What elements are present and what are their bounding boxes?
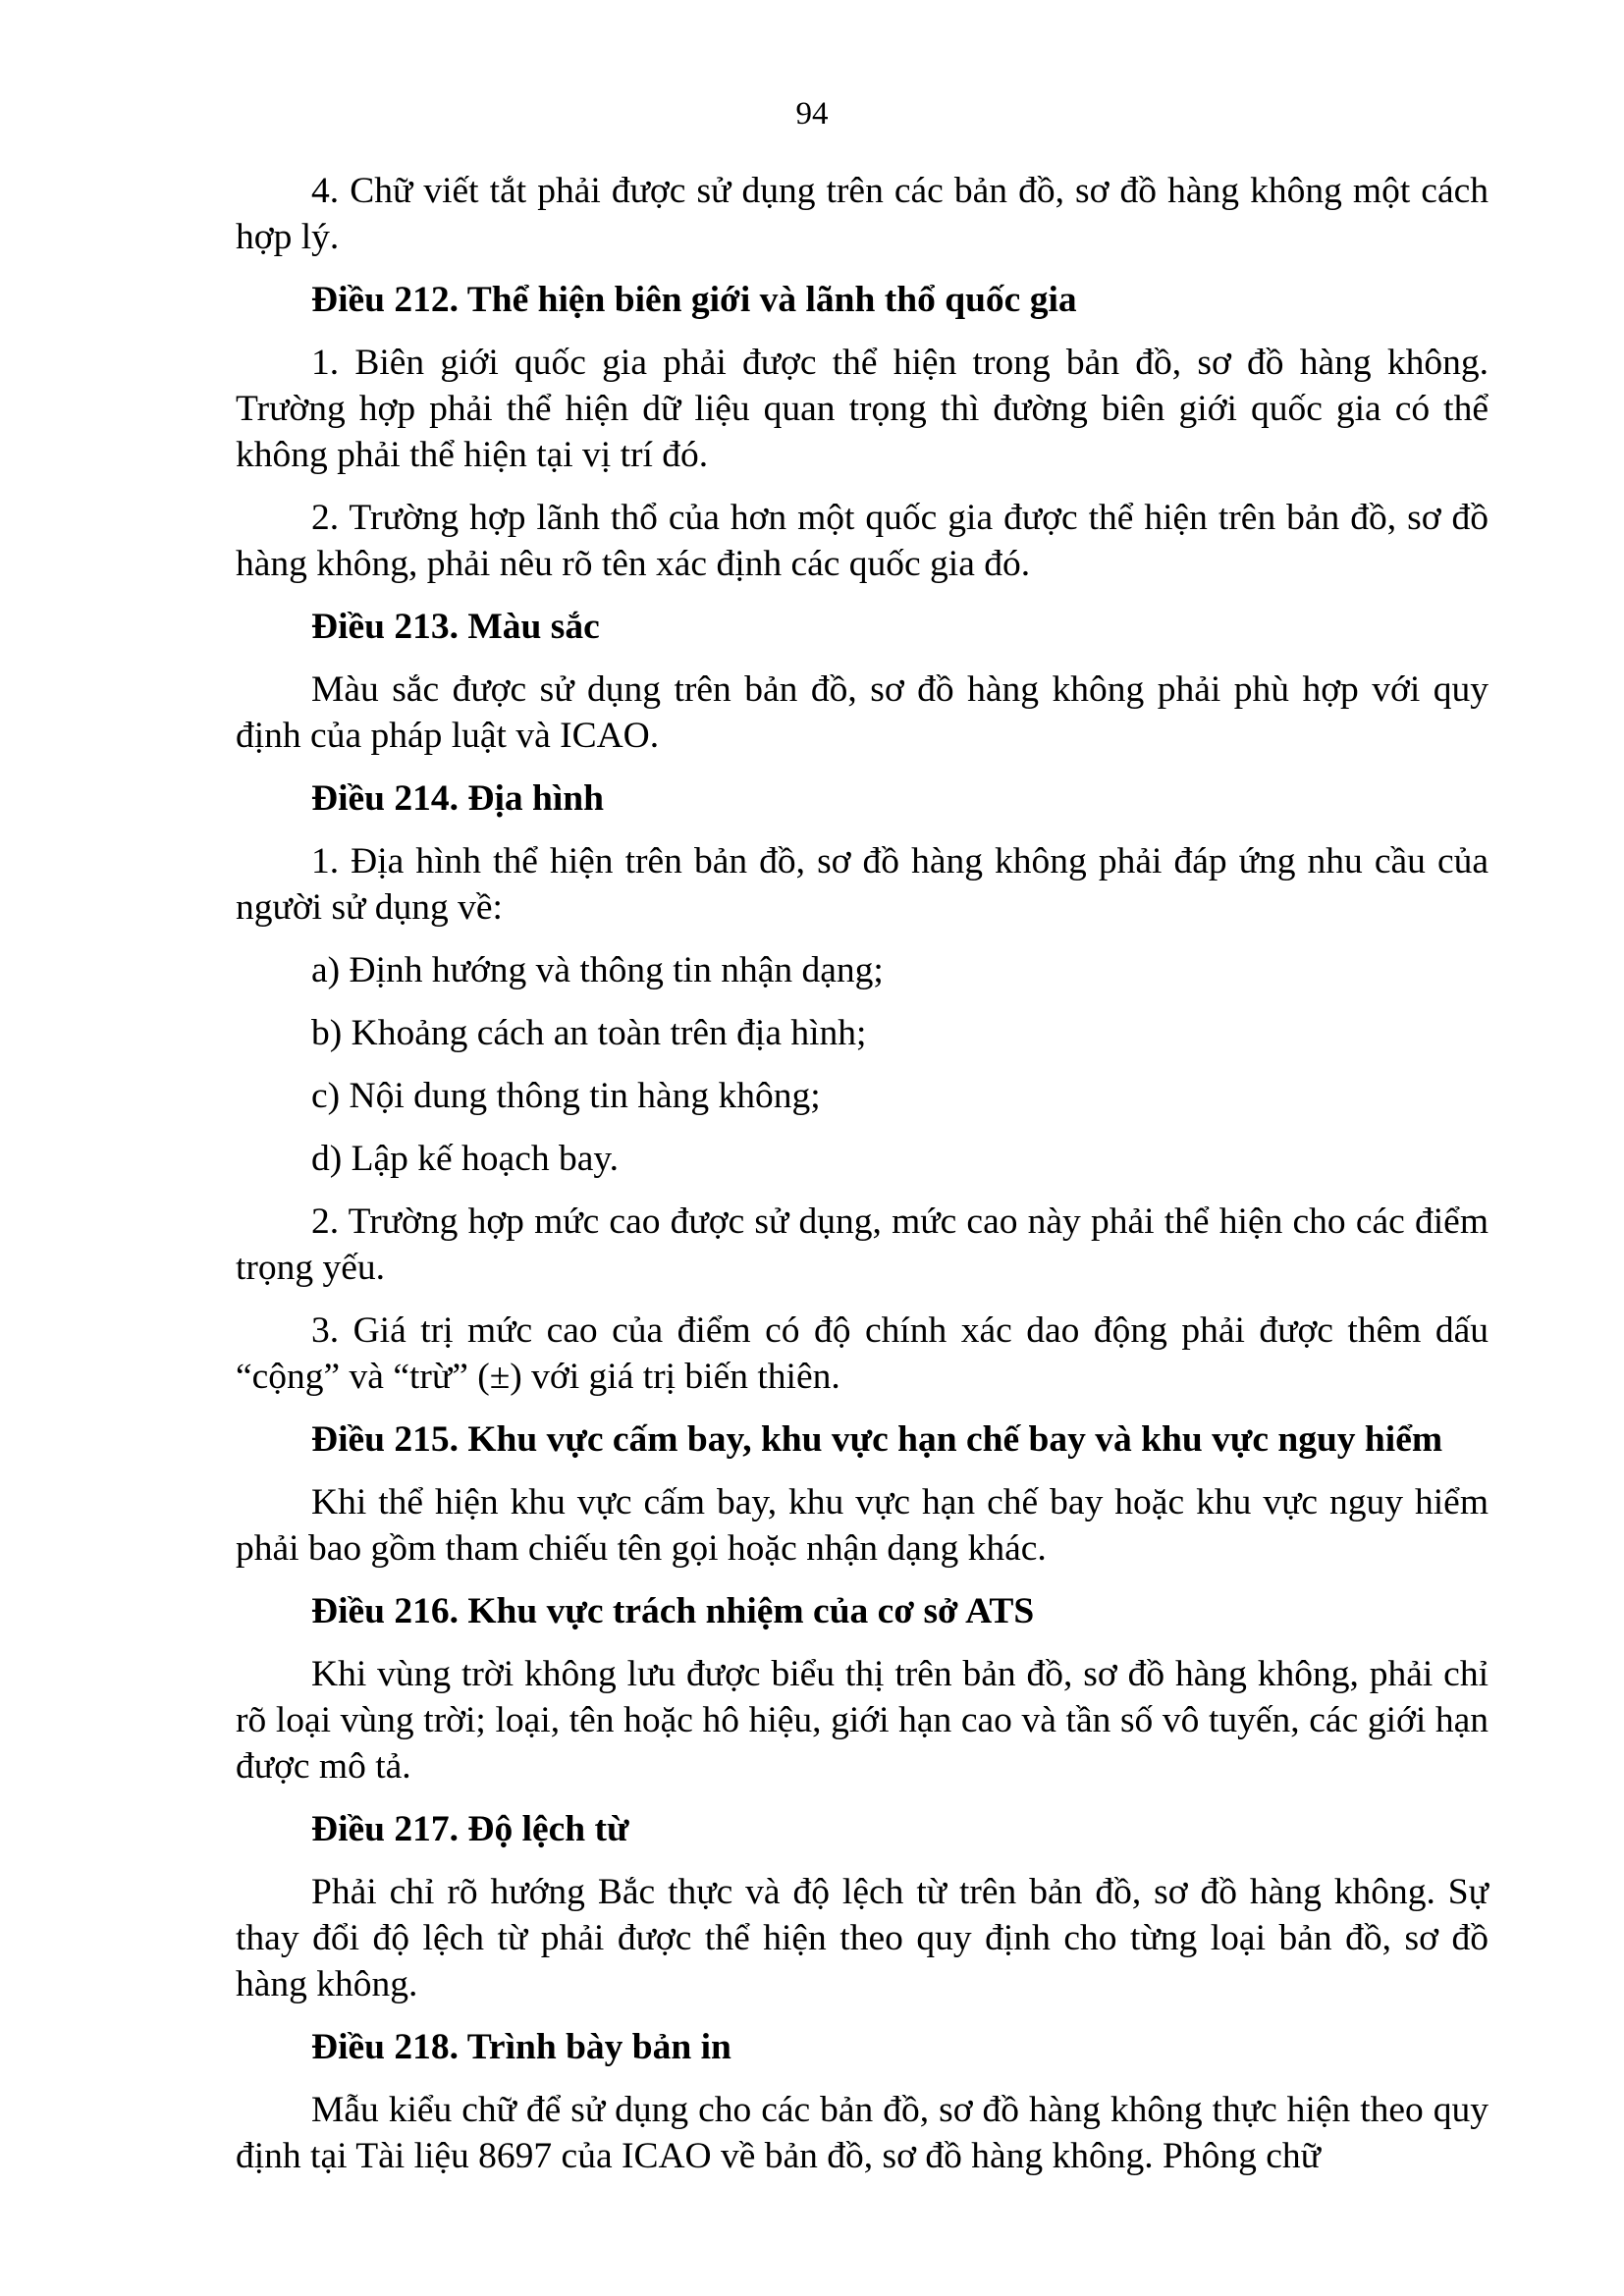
article-heading-212: Điều 212. Thể hiện biên giới và lãnh thổ quốc gia	[311, 280, 1077, 320]
list-item: a) Định hướng và thông tin nhận dạng;	[311, 950, 884, 990]
article-heading-216: Điều 216. Khu vực trách nhiệm của cơ sở ATS	[311, 1591, 1035, 1631]
paragraph: Khi vùng trời không lưu được biểu thị trên bản đồ, sơ đồ hàng không, phải chỉ rõ loại vùng trời; loại, tên hoặc hô hiệu, giới hạn cao và tần số vô tuyến, các giới hạn được mô tả.	[236, 1654, 1489, 1787]
paragraph: Màu sắc được sử dụng trên bản đồ, sơ đồ hàng không phải phù hợp với quy định của pháp luật và ICAO.	[236, 669, 1489, 756]
paragraph: Mẫu kiểu chữ để sử dụng cho các bản đồ, sơ đồ hàng không thực hiện theo quy định tại Tài liệu 8697 của ICAO về bản đồ, sơ đồ hàng không. Phông chữ	[236, 2090, 1489, 2176]
article-heading-213: Điều 213. Màu sắc	[311, 607, 600, 647]
paragraph: Khi thể hiện khu vực cấm bay, khu vực hạn chế bay hoặc khu vực nguy hiểm phải bao gồm tham chiếu tên gọi hoặc nhận dạng khác.	[236, 1482, 1489, 1569]
paragraph: 4. Chữ viết tắt phải được sử dụng trên các bản đồ, sơ đồ hàng không một cách hợp lý.	[236, 171, 1489, 257]
article-heading-214: Điều 214. Địa hình	[311, 778, 604, 819]
paragraph: 2. Trường hợp lãnh thổ của hơn một quốc gia được thể hiện trên bản đồ, sơ đồ hàng không, phải nêu rõ tên xác định các quốc gia đó.	[236, 498, 1489, 584]
article-heading-215: Điều 215. Khu vực cấm bay, khu vực hạn chế bay và khu vực nguy hiểm	[311, 1419, 1443, 1460]
page-number: 94	[795, 96, 829, 132]
paragraph: 1. Biên giới quốc gia phải được thể hiện trong bản đồ, sơ đồ hàng không. Trường hợp phải thể hiện dữ liệu quan trọng thì đường biên giới quốc gia có thể không phải thể hiện tại vị trí đó.	[236, 343, 1489, 475]
list-item: b) Khoảng cách an toàn trên địa hình;	[311, 1013, 867, 1053]
paragraph: Phải chỉ rõ hướng Bắc thực và độ lệch từ trên bản đồ, sơ đồ hàng không. Sự thay đổi độ lệch từ phải được thể hiện theo quy định cho từng loại bản đồ, sơ đồ hàng không.	[236, 1872, 1489, 2004]
paragraph: 2. Trường hợp mức cao được sử dụng, mức cao này phải thể hiện cho các điểm trọng yếu.	[236, 1201, 1489, 1288]
list-item: c) Nội dung thông tin hàng không;	[311, 1076, 821, 1116]
article-heading-218: Điều 218. Trình bày bản in	[311, 2027, 731, 2067]
paragraph: 3. Giá trị mức cao của điểm có độ chính xác dao động phải được thêm dấu “cộng” và “trừ” (±) với giá trị biến thiên.	[236, 1310, 1489, 1397]
list-item: d) Lập kế hoạch bay.	[311, 1139, 620, 1179]
article-heading-217: Điều 217. Độ lệch từ	[311, 1809, 629, 1849]
paragraph: 1. Địa hình thể hiện trên bản đồ, sơ đồ hàng không phải đáp ứng nhu cầu của người sử dụng về:	[236, 841, 1489, 928]
document-body	[236, 168, 1489, 2196]
